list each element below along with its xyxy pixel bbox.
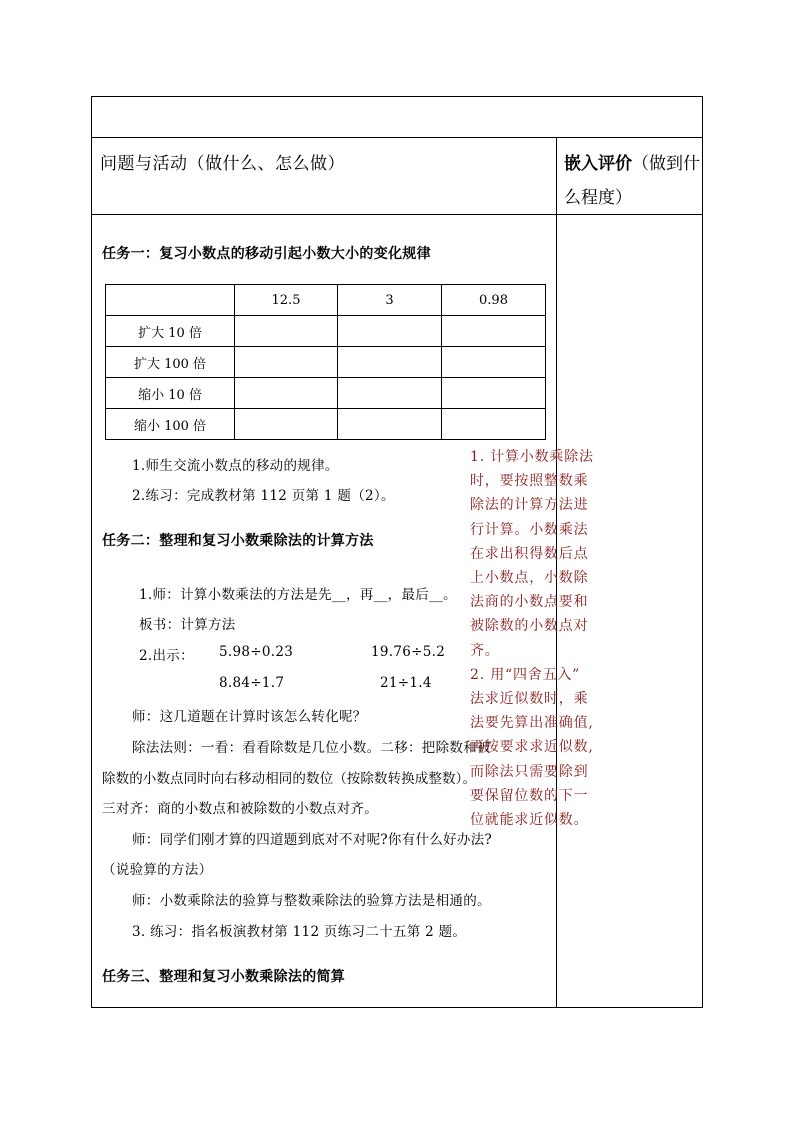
evaluation-line: 1. 计算小数乘除法 bbox=[470, 449, 594, 465]
table-cell bbox=[442, 409, 546, 440]
evaluation-line: 上小数点，小数除 bbox=[470, 570, 589, 587]
table-row bbox=[106, 316, 546, 347]
task2-line2: 板书：计算方法 bbox=[139, 617, 236, 633]
table-cell: 0.98 bbox=[442, 285, 546, 316]
task2-line1: 1.师：计算小数乘法的方法是先__，再__，最后__。 bbox=[139, 587, 457, 603]
table-cell bbox=[338, 378, 442, 409]
table-cell bbox=[235, 378, 338, 409]
table-cell: 12.5 bbox=[235, 285, 338, 316]
table-cell: 缩小 100 倍 bbox=[106, 409, 235, 440]
evaluation-line: 2. 用“四舍五入” bbox=[470, 666, 581, 683]
task1-item-1: 1.师生交流小数点的移动的规律。 bbox=[132, 458, 339, 474]
evaluation-notes bbox=[470, 445, 610, 832]
task2-line7: 师：小数乘除法的验算与整数乘除法的验算方法是相通的。 bbox=[132, 893, 491, 909]
header-divider bbox=[92, 137, 702, 138]
table-cell: 扩大 100 倍 bbox=[106, 347, 235, 378]
table-cell bbox=[235, 347, 338, 378]
table-cell bbox=[338, 347, 442, 378]
task2-line5c: 三对齐：商的小数点和被除数的小数点对齐。 bbox=[102, 801, 378, 817]
table-row bbox=[106, 409, 546, 440]
evaluation-line: 再按要求求近似数, bbox=[470, 739, 594, 756]
evaluation-header-bold: 嵌入评价 bbox=[564, 154, 632, 174]
table-cell bbox=[442, 316, 546, 347]
table-cell: 扩大 10 倍 bbox=[106, 316, 235, 347]
expression-4: 21÷1.4 bbox=[380, 675, 432, 691]
table-cell: 3 bbox=[338, 285, 442, 316]
task2-line6a: 师：同学们刚才算的四道题到底对不对呢?你有什么好办法? bbox=[132, 832, 493, 848]
task2-line3-label: 2.出示： bbox=[139, 648, 194, 664]
expression-1: 5.98÷0.23 bbox=[219, 644, 294, 660]
evaluation-line: 除法的计算方法进 bbox=[470, 497, 589, 514]
table-row bbox=[106, 378, 546, 409]
task3-title: 任务三、整理和复习小数乘除法的简算 bbox=[102, 969, 346, 985]
evaluation-line: 行计算。小数乘法 bbox=[470, 521, 589, 538]
table-cell bbox=[235, 409, 338, 440]
evaluation-line: 被除数的小数点对 bbox=[470, 618, 589, 635]
table-cell bbox=[338, 409, 442, 440]
expression-3: 8.84÷1.7 bbox=[219, 675, 285, 691]
table-header-row bbox=[106, 285, 546, 316]
table-cell bbox=[442, 378, 546, 409]
task2-line5a: 除法法则：一看：看看除数是几位小数。二移：把除数和被 bbox=[132, 740, 491, 756]
evaluation-header bbox=[564, 147, 700, 215]
table-cell bbox=[106, 285, 235, 316]
task2-title: 任务二：整理和复习小数乘除法的计算方法 bbox=[102, 533, 374, 549]
task2-line4: 师：这几道题在计算时该怎么转化呢？ bbox=[132, 709, 367, 725]
evaluation-line: 法商的小数点要和 bbox=[470, 594, 589, 611]
task2-line8: 3. 练习：指名板演教材第 112 页练习二十五第 2 题。 bbox=[132, 924, 467, 940]
evaluation-line: 要保留位数的下一 bbox=[470, 787, 589, 804]
evaluation-line: 法要先算出准确值, bbox=[470, 715, 594, 732]
expression-2: 19.76÷5.2 bbox=[371, 644, 446, 660]
evaluation-line: 在求出积得数后点 bbox=[470, 545, 589, 562]
task1-title: 任务一：复习小数点的移动引起小数大小的变化规律 bbox=[102, 246, 431, 262]
task2-line5b: 除数的小数点同时向右移动相同的数位（按除数转换成整数）。 bbox=[102, 771, 477, 787]
task2-line6b: （说验算的方法） bbox=[102, 862, 213, 878]
evaluation-line: 而除法只需要除到 bbox=[470, 763, 589, 780]
task1-item-2: 2.练习：完成教材第 112 页第 1 题（2）。 bbox=[132, 488, 395, 504]
scaling-table bbox=[105, 284, 546, 440]
evaluation-line: 时，要按照整数乘 bbox=[470, 473, 589, 490]
table-cell bbox=[442, 347, 546, 378]
lesson-table bbox=[91, 96, 703, 1008]
evaluation-line: 位就能求近似数。 bbox=[470, 812, 589, 829]
table-cell bbox=[338, 316, 442, 347]
table-cell bbox=[235, 316, 338, 347]
evaluation-line: 齐。 bbox=[470, 642, 500, 659]
table-row bbox=[106, 347, 546, 378]
evaluation-header-rest: （做到什么程度） bbox=[564, 154, 700, 208]
table-cell: 缩小 10 倍 bbox=[106, 378, 235, 409]
evaluation-line: 法求近似数时，乘 bbox=[470, 691, 589, 708]
activities-header: 问题与活动（做什么、怎么做） bbox=[100, 154, 345, 174]
